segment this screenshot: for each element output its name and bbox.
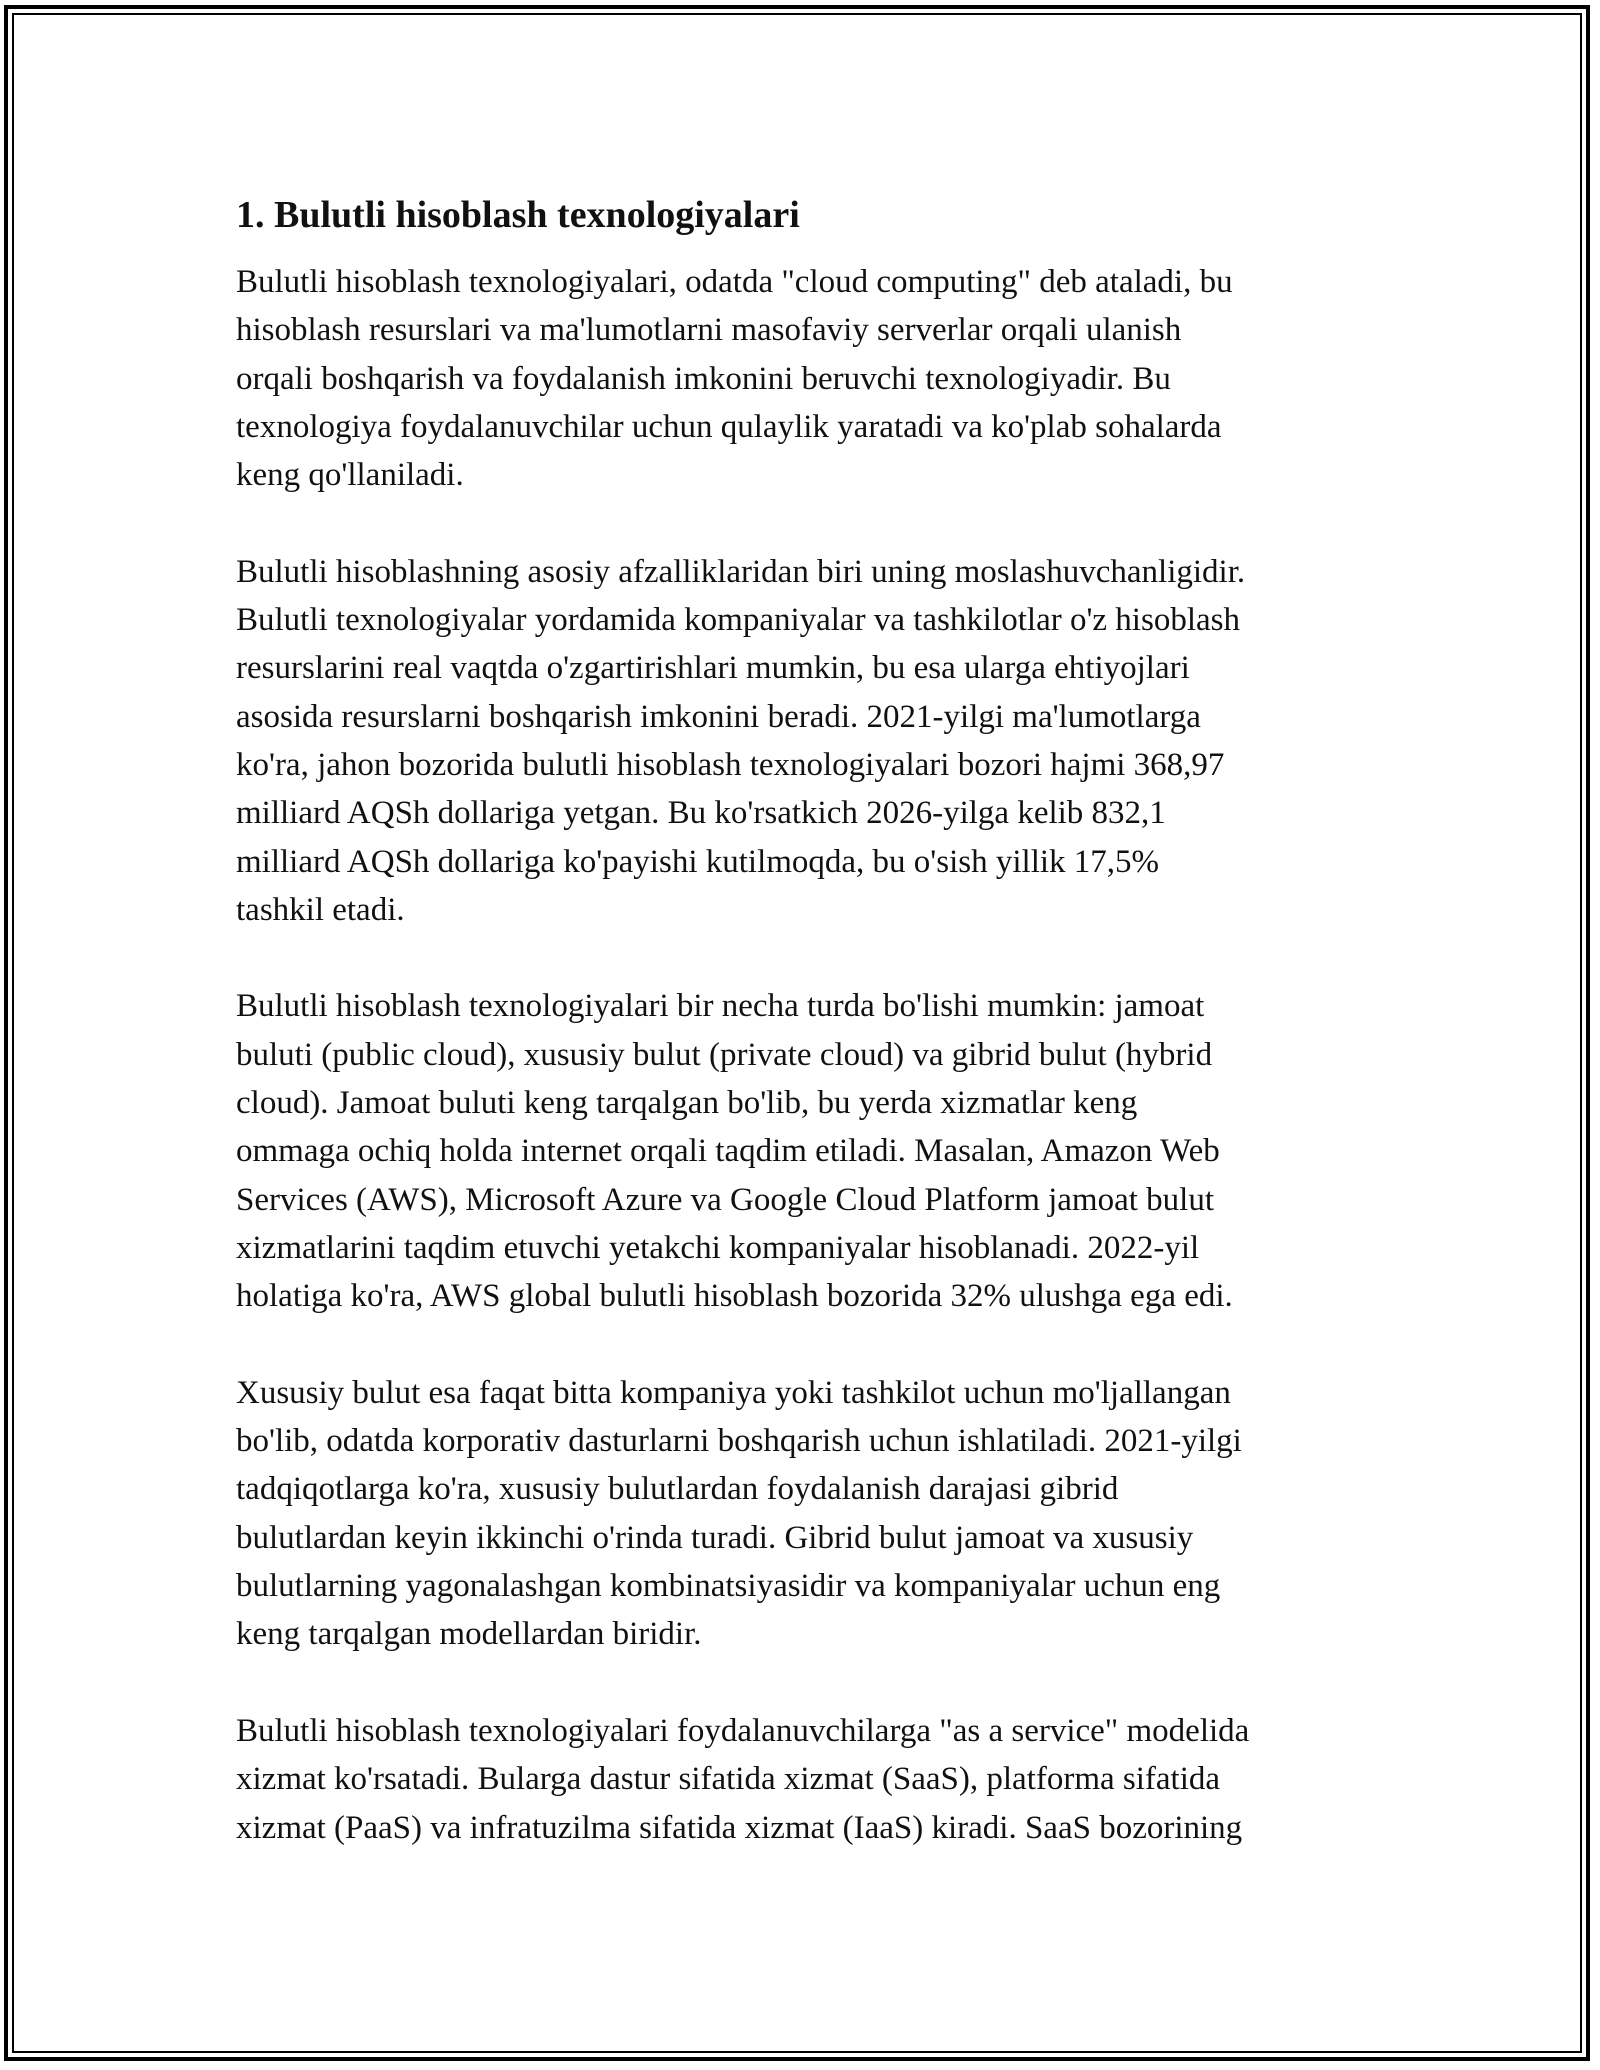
text-line: Xususiy bulut esa faqat bitta kompaniya yoki tashkilot uchun mo'ljallangan <box>236 1374 1231 1411</box>
text-line: cloud). Jamoat buluti keng tarqalgan bo'lib, bu yerda xizmatlar keng <box>236 1085 1138 1122</box>
text-line: xizmatlarini taqdim etuvchi yetakchi kompaniyalar hisoblanadi. 2022-yil <box>236 1229 1200 1266</box>
text-line: keng qo'llaniladi. <box>236 457 464 494</box>
text-line: Bulutli hisoblashning asosiy afzalliklaridan biri uning moslashuvchanligidir. <box>236 553 1246 590</box>
text-line: keng tarqalgan modellardan biridir. <box>236 1616 702 1653</box>
text-line: xizmat (PaaS) va infratuzilma sifatida xizmat (IaaS) kiradi. SaaS bozorining <box>236 1809 1243 1846</box>
text-line: bulutlardan keyin ikkinchi o'rinda turadi. Gibrid bulut jamoat va xususiy <box>236 1519 1194 1556</box>
paragraph-advantages <box>236 548 1366 934</box>
text-line: ommaga ochiq holda internet orqali taqdim etiladi. Masalan, Amazon Web <box>236 1133 1220 1170</box>
text-line: milliard AQSh dollariga yetgan. Bu ko'rsatkich 2026-yilga kelib 832,1 <box>236 795 1166 832</box>
text-line: holatiga ko'ra, AWS global bulutli hisoblash bozorida 32% ulushga ega edi. <box>236 1278 1233 1315</box>
text-line: buluti (public cloud), xususiy bulut (private cloud) va gibrid bulut (hybrid <box>236 1036 1213 1073</box>
text-line: Bulutli hisoblash texnologiyalari, odatda "cloud computing" deb ataladi, bu <box>236 264 1233 300</box>
section-heading: 1. Bulutli hisoblash texnologiyalari <box>236 194 800 236</box>
text-line: texnologiya foydalanuvchilar uchun qulaylik yaratadi va ko'plab sohalarda <box>236 408 1222 445</box>
text-line: bo'lib, odatda korporativ dasturlarni boshqarish uchun ishlatiladi. 2021-yilgi <box>236 1423 1242 1460</box>
paragraph-service-models <box>236 1707 1366 1852</box>
text-line: Services (AWS), Microsoft Azure va Google Cloud Platform jamoat bulut <box>236 1181 1214 1218</box>
text-line: hisoblash resurslari va ma'lumotlarni masofaviy serverlar orqali ulanish <box>236 312 1182 349</box>
document-body <box>236 186 1366 1900</box>
text-line: xizmat ko'rsatadi. Bularga dastur sifatida xizmat (SaaS), platforma sifatida <box>236 1761 1221 1798</box>
paragraph-cloud-types <box>236 982 1366 1320</box>
paragraph-private-cloud <box>236 1369 1366 1659</box>
text-line: asosida resurslarni boshqarish imkonini beradi. 2021-yilgi ma'lumotlarga <box>236 698 1201 735</box>
text-line: ko'ra, jahon bozorida bulutli hisoblash texnologiyalari bozori hajmi 368,97 <box>236 746 1225 783</box>
text-line: tashkil etadi. <box>236 891 405 928</box>
text-line: resurslarini real vaqtda o'zgartirishlari mumkin, bu esa ularga ehtiyojlari <box>236 650 1190 687</box>
text-line: Bulutli hisoblash texnologiyalari foydalanuvchilarga "as a service" modelida <box>236 1712 1250 1749</box>
text-line: orqali boshqarish va foydalanish imkonini beruvchi texnologiyadir. Bu <box>236 360 1171 397</box>
text-line: bulutlarning yagonalashgan kombinatsiyasidir va kompaniyalar uchun eng <box>236 1568 1221 1605</box>
text-line: tadqiqotlarga ko'ra, xususiy bulutlardan foydalanish darajasi gibrid <box>236 1471 1119 1508</box>
text-line: milliard AQSh dollariga ko'payishi kutilmoqda, bu o'sish yillik 17,5% <box>236 843 1160 880</box>
paragraph-intro <box>236 258 1366 499</box>
text-line: Bulutli hisoblash texnologiyalari bir necha turda bo'lishi mumkin: jamoat <box>236 988 1205 1025</box>
text-line: Bulutli texnologiyalar yordamida kompaniyalar va tashkilotlar o'z hisoblash <box>236 602 1240 639</box>
